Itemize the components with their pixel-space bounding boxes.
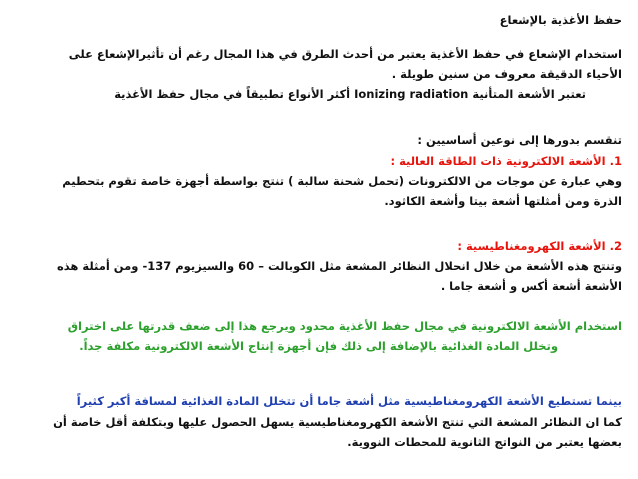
- green-note-line-2: وتخلل المادة الغذائية بالإضافة إلى ذلك فإن أجهزة إنتاج الأشعة الالكترونية مكلفة جداً.: [79, 339, 558, 353]
- cobalt-number: 60: [238, 259, 255, 273]
- ionizing-radiation-term: Ionizing radiation: [354, 87, 469, 101]
- type1-number: .1: [609, 154, 622, 168]
- page-title: حفظ الأغذية بالإشعاع: [499, 13, 622, 27]
- type1-line-1: وهي عبارة عن موجات من الالكترونات (تحمل شحنة سالبة ) تنتج بواسطة أجهزة خاصة تقوم بتحطيم: [62, 174, 622, 188]
- blue-note-line-2: كما ان النظائر المشعة التي تنتج الأشعة الكهرومغناطيسية يسهل الحصول عليها وبتكلفة أقل خاصة أن: [53, 415, 622, 429]
- intro-line-3-end: أكثر الأنواع تطبيقاً في مجال حفظ الأغذية: [114, 87, 351, 101]
- green-note-line-1: استخدام الأشعة الالكترونية في مجال حفظ الأغذية محدود ويرجع هذا إلى ضعف قدرتها على اختراق: [67, 319, 622, 333]
- divides-line: تنقسم بدورها إلى نوعين أساسيين :: [417, 133, 622, 147]
- type2-number: .2: [609, 239, 622, 253]
- intro-line-3: [16, 86, 586, 102]
- type2-line-1-b: والسيزيوم: [175, 259, 235, 273]
- intro-line-2: الأحياء الدقيقة معروف من سنين طويلة .: [391, 67, 622, 81]
- cesium-number: -137: [142, 259, 172, 273]
- type2-line-1-c: ومن أمثلة هذه: [56, 259, 139, 273]
- type1-line-2: الذرة ومن أمثلتها أشعة بيتا وأشعة الكاثود.: [384, 194, 622, 208]
- intro-line-1: استخدام الإشعاع في حفظ الأغذية يعتبر من أحدث الطرق في هذا المجال رغم أن تأثيرالإشعاع على: [68, 47, 622, 61]
- intro-line-3-start: تعتبر الأشعة المتأنية: [472, 87, 586, 101]
- blue-note-line-1: بينما تستطيع الأشعة الكهرومغناطيسية مثل أشعة جاما أن تتخلل المادة الغذائية لمسافة أكبر كثيراً: [76, 394, 622, 408]
- type2-heading: [16, 238, 622, 254]
- type1-heading-text: الأشعة الالكترونية ذات الطاقة العالية :: [390, 154, 606, 168]
- type2-line-2: الأشعة أشعة أكس و أشعة جاما .: [440, 279, 622, 293]
- type2-line-1-a: وتنتج هذه الأشعة من خلال انحلال النظائر المشعة مثل الكوبالت –: [258, 259, 622, 273]
- blue-note-line-3: بعضها يعتبر من النواتج الثانوية للمحطات النووية.: [347, 435, 622, 449]
- type1-heading: [16, 153, 622, 169]
- type2-line-1: [16, 258, 622, 274]
- type2-heading-text: الأشعة الكهرومغناطيسية :: [457, 239, 606, 253]
